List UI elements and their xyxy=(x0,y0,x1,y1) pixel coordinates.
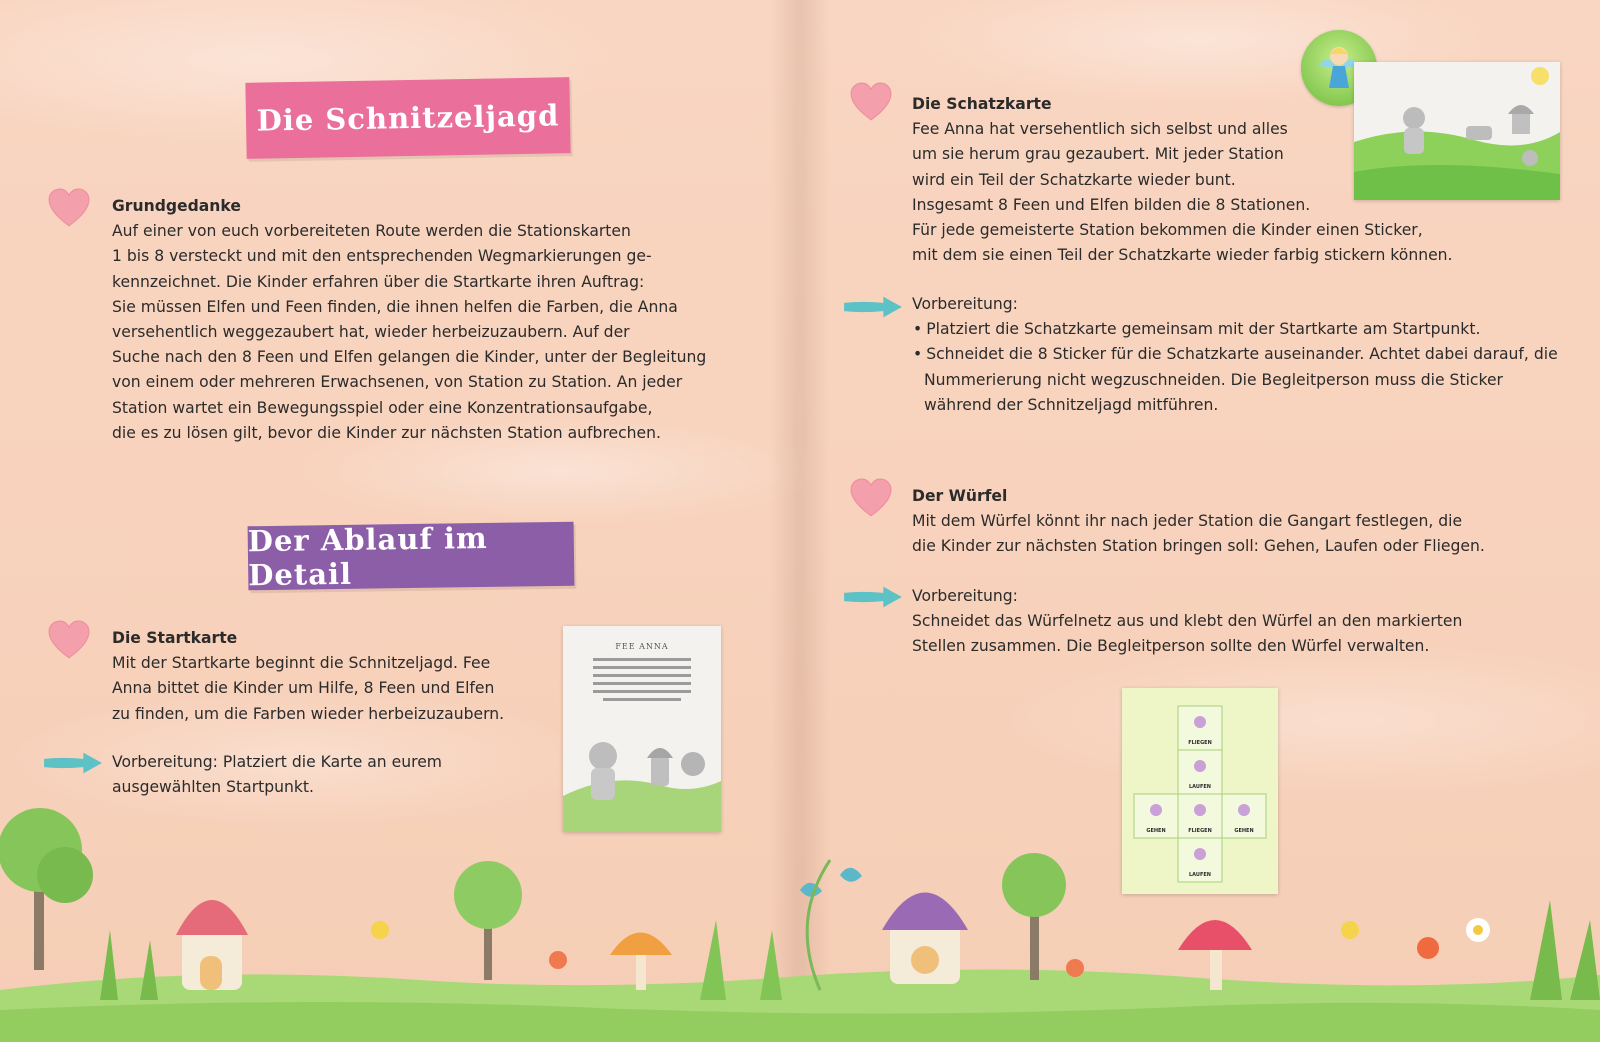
vorbereitung-schatz-section xyxy=(912,292,1562,418)
wuerfel-line: Mit dem Würfel könnt ihr nach jeder Station die Gangart festlegen, die xyxy=(912,512,1463,531)
wuerfelnetz-image xyxy=(1122,688,1278,894)
heart-icon xyxy=(850,82,892,124)
banner-die-schnitzeljagd: Die Schnitzeljagd xyxy=(245,77,570,159)
heart-icon xyxy=(850,478,892,520)
vorbereitung-start-line: ausgewählten Startpunkt. xyxy=(112,778,314,797)
startkarte-image-scene xyxy=(563,646,721,832)
die-face-label: FLIEGEN xyxy=(1188,828,1212,834)
die-face-label: GEHEN xyxy=(1146,828,1166,834)
schatzkarte-line: Für jede gemeisterte Station bekommen die Kinder einen Sticker, xyxy=(912,221,1423,240)
startkarte-heading: Die Startkarte xyxy=(112,629,238,647)
wuerfel-section xyxy=(912,484,1562,560)
grundgedanke-line: Auf einer von euch vorbereiteten Route werden die Stationskarten xyxy=(112,222,631,241)
grundgedanke-line: von einem oder mehreren Erwachsenen, von Station zu Station. An jeder xyxy=(112,373,683,392)
startkarte-section xyxy=(112,626,552,727)
startkarte-line: zu finden, um die Farben wieder herbeizuzaubern. xyxy=(112,704,505,723)
arrow-icon xyxy=(42,750,104,776)
wuerfelnetz-drawing xyxy=(1122,688,1278,894)
vorbereitung-wuerfel-line: Stellen zusammen. Die Begleitperson sollte den Würfel verwalten. xyxy=(912,637,1430,656)
die-face-label: LAUFEN xyxy=(1189,784,1211,790)
grundgedanke-heading: Grundgedanke xyxy=(112,197,241,215)
die-face-label: GEHEN xyxy=(1234,828,1254,834)
arrow-icon xyxy=(842,584,904,610)
vorbereitung-start-line: Vorbereitung: Platziert die Karte an eurem xyxy=(112,753,442,771)
schatzkarte-line: wird ein Teil der Schatzkarte wieder bunt. xyxy=(912,170,1236,189)
vorbereitung-wuerfel-label: Vorbereitung: xyxy=(912,587,1018,605)
wuerfel-line: die Kinder zur nächsten Station bringen soll: Gehen, Laufen oder Fliegen. xyxy=(912,537,1485,556)
vorbereitung-start-section xyxy=(112,750,552,800)
vorbereitung-schatz-bullet: • Platziert die Schatzkarte gemeinsam mit der Startkarte am Startpunkt. xyxy=(912,317,1562,342)
grundgedanke-line: Suche nach den 8 Feen und Elfen gelangen die Kinder, unter der Begleitung xyxy=(112,348,707,367)
grundgedanke-line: 1 bis 8 versteckt und mit den entsprechenden Wegmarkierungen ge- xyxy=(112,247,652,266)
schatzkarte-image-scene xyxy=(1354,62,1560,200)
startkarte-line: Anna bittet die Kinder um Hilfe, 8 Feen und Elfen xyxy=(112,679,495,698)
vorbereitung-schatz-list xyxy=(912,317,1562,418)
schatzkarte-line: Fee Anna hat versehentlich sich selbst und alles xyxy=(912,120,1288,139)
grundgedanke-line: kennzeichnet. Die Kinder erfahren über die Startkarte ihren Auftrag: xyxy=(112,272,645,291)
grundgedanke-line: Sie müssen Elfen und Feen finden, die ihnen helfen die Farben, die Anna xyxy=(112,297,678,316)
banner-der-ablauf-im-detail: Der Ablauf im Detail xyxy=(248,522,575,591)
vorbereitung-schatz-label: Vorbereitung: xyxy=(912,295,1018,313)
grundgedanke-line: die es zu lösen gilt, bevor die Kinder zur nächsten Station aufbrechen. xyxy=(112,423,661,442)
schatzkarte-line: um sie herum grau gezaubert. Mit jeder Station xyxy=(912,145,1284,164)
arrow-icon xyxy=(842,294,904,320)
heart-icon xyxy=(48,188,90,230)
grundgedanke-section xyxy=(112,194,752,446)
die-face-label: LAUFEN xyxy=(1189,872,1211,878)
meadow-scenery xyxy=(0,780,1600,1042)
startkarte-image-title: FEE ANNA xyxy=(615,642,669,651)
startkarte-image xyxy=(563,626,721,832)
grundgedanke-line: versehentlich weggezaubert hat, wieder herbeizuzaubern. Auf der xyxy=(112,323,630,342)
schatzkarte-heading: Die Schatzkarte xyxy=(912,95,1052,113)
schatzkarte-line: Insgesamt 8 Feen und Elfen bilden die 8 Stationen. xyxy=(912,195,1311,214)
die-face-label: FLIEGEN xyxy=(1188,740,1212,746)
heart-icon xyxy=(48,620,90,662)
schatzkarte-image xyxy=(1354,62,1560,200)
vorbereitung-wuerfel-line: Schneidet das Würfelnetz aus und klebt den Würfel an den markierten xyxy=(912,612,1463,631)
schatzkarte-line: mit dem sie einen Teil der Schatzkarte wieder farbig stickern können. xyxy=(912,246,1453,265)
vorbereitung-schatz-bullet: • Schneidet die 8 Sticker für die Schatzkarte auseinander. Achtet dabei darauf, die Nummerierung nicht wegzuschneiden. Die Begleitperson muss die Sticker während der Schnitzeljagd mitführen. xyxy=(912,342,1562,418)
startkarte-line: Mit der Startkarte beginnt die Schnitzeljagd. Fee xyxy=(112,654,491,673)
grundgedanke-line: Station wartet ein Bewegungsspiel oder eine Konzentrationsaufgabe, xyxy=(112,398,653,417)
vorbereitung-wuerfel-section xyxy=(912,584,1562,660)
wuerfel-heading: Der Würfel xyxy=(912,487,1008,505)
